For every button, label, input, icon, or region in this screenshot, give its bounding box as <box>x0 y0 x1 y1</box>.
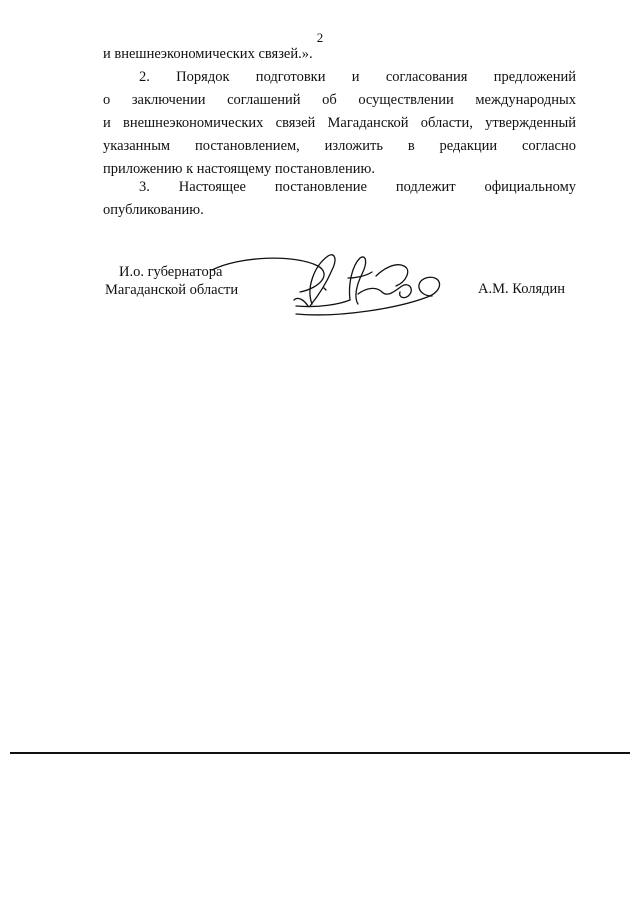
text-line: опубликованию. <box>103 202 204 218</box>
text-line: и внешнеэкономических связей Магаданской области, утвержденный <box>103 115 576 131</box>
text-line: и внешнеэкономических связей.». <box>103 46 313 62</box>
text-line: 2. Порядок подготовки и согласования предложений <box>139 69 576 85</box>
text-line: 3. Настоящее постановление подлежит официальному <box>139 179 576 195</box>
text-line: о заключении соглашений об осуществлении международных <box>103 92 576 108</box>
horizontal-rule <box>10 752 630 754</box>
paragraph-3 <box>103 176 576 222</box>
text-line: приложению к настоящему постановлению. <box>103 161 375 177</box>
page-number: 2 <box>316 30 324 45</box>
paragraph-continuation <box>103 43 576 66</box>
paragraph-2 <box>103 66 576 181</box>
signatory-name: А.М. Колядин <box>478 281 566 297</box>
signatory-position: И.о. губернатора <box>119 264 223 280</box>
text-line: указанным постановлением, изложить в редакции согласно <box>103 138 576 154</box>
handwritten-signature <box>200 248 460 326</box>
signatory-region: Магаданской области <box>105 282 239 298</box>
